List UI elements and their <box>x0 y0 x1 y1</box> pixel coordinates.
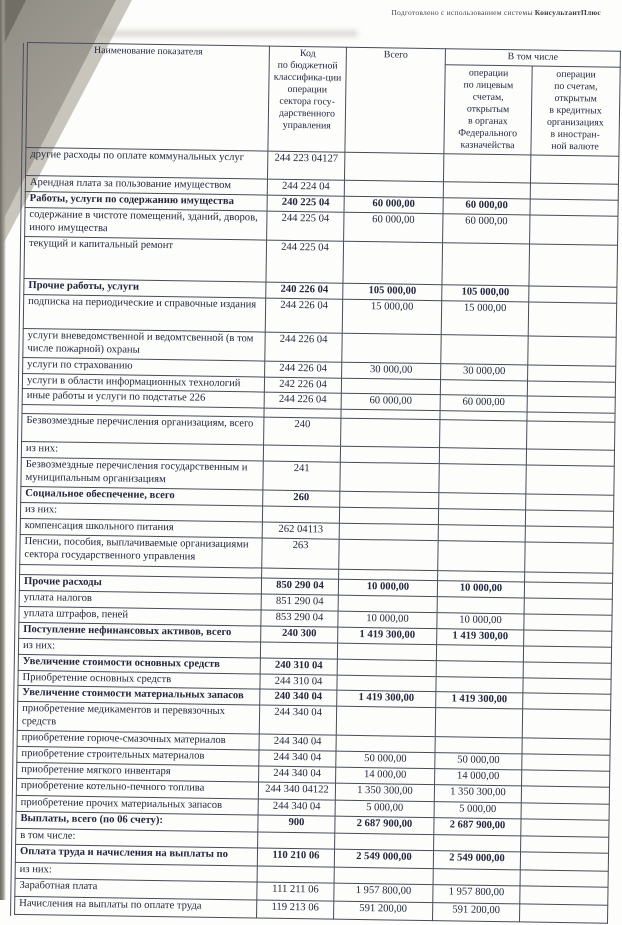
cell-total: 10 000,00 <box>338 611 437 628</box>
cell-foreign-currency <box>525 510 613 527</box>
cell-foreign-currency <box>524 598 612 615</box>
cell-foreign-currency <box>523 693 611 710</box>
cell-name: Работы, услуги по содержанию имущества <box>25 191 267 211</box>
cell-name: уплата налогов <box>19 590 261 610</box>
cell-treasury: 1 419 300,00 <box>436 692 523 709</box>
cell-treasury <box>435 737 522 754</box>
cell-total <box>337 659 436 676</box>
cell-code: 244 340 04122 <box>258 782 335 800</box>
header-name: Наименование показателя <box>26 43 270 152</box>
cell-foreign-currency <box>527 421 615 450</box>
cell-name: Поступление нефинансовых активов, всего <box>19 622 261 642</box>
cell-treasury <box>440 420 527 449</box>
cell-treasury: 60 000,00 <box>440 395 527 412</box>
cell-code: 851 290 04 <box>261 594 338 611</box>
cell-total <box>344 152 443 181</box>
cell-foreign-currency <box>522 754 610 771</box>
cell-name: текущий и капитальный ремонт <box>24 236 267 282</box>
cell-foreign-currency <box>529 244 618 287</box>
cell-foreign-currency <box>520 870 608 887</box>
cell-total <box>340 447 439 464</box>
cell-total <box>337 675 436 692</box>
scan-edge-left <box>0 0 6 900</box>
cell-total: 1 419 300,00 <box>337 691 436 708</box>
cell-code: 240 225 04 <box>267 195 344 212</box>
cell-total <box>337 643 436 660</box>
cell-total <box>336 735 435 752</box>
cell-foreign-currency <box>520 904 608 923</box>
cell-total <box>340 491 439 508</box>
cell-treasury <box>439 448 526 465</box>
cell-foreign-currency <box>526 449 614 466</box>
cell-code <box>260 642 337 659</box>
cell-treasury: 1 419 300,00 <box>437 628 524 645</box>
cell-name: Прочие расходы <box>19 574 261 594</box>
cell-total <box>336 707 435 737</box>
cell-name: компенсация школьного питания <box>20 518 262 538</box>
cell-name: Заработная плата <box>15 878 257 900</box>
cell-code: 260 <box>263 490 340 507</box>
cell-treasury: 591 200,00 <box>433 903 520 922</box>
cell-foreign-currency <box>523 662 611 679</box>
cell-total: 30 000,00 <box>342 362 441 379</box>
cell-total: 2 549 000,00 <box>334 849 433 868</box>
cell-name: приобретение прочих материальных запасов <box>16 796 258 816</box>
cell-treasury <box>443 182 530 199</box>
cell-foreign-currency <box>521 786 609 804</box>
table-body <box>15 147 619 923</box>
cell-name: Социальное обеспечение, всего <box>21 487 263 507</box>
cell-name: из них: <box>20 503 262 523</box>
cell-name: из них: <box>21 442 263 462</box>
cell-code: 244 226 04 <box>265 332 342 362</box>
cell-treasury <box>437 596 524 613</box>
cell-foreign-currency <box>527 396 615 413</box>
cell-foreign-currency <box>527 380 615 397</box>
cell-foreign-currency <box>521 836 609 853</box>
cell-total <box>338 595 437 612</box>
cell-foreign-currency <box>528 302 617 337</box>
cell-name: подписка на периодические и справочные издания <box>23 294 265 332</box>
cell-total: 50 000,00 <box>336 751 435 768</box>
cell-foreign-currency <box>523 646 611 663</box>
cell-name: Пенсии, пособия, выплачиваемые организациями сектора государственного управления <box>20 534 262 568</box>
cell-treasury <box>434 835 521 852</box>
cell-treasury: 1 350 300,00 <box>434 785 521 803</box>
cell-name: Безвозмездные перечисления организациям, всего <box>22 414 264 446</box>
cell-code: 241 <box>263 461 340 491</box>
cell-foreign-currency <box>528 365 616 382</box>
cell-name: иные работы и услуги по подстатье 226 <box>22 389 264 409</box>
cell-treasury: 1 957 800,00 <box>433 885 520 904</box>
cell-treasury <box>440 379 527 396</box>
cell-foreign-currency <box>530 155 618 184</box>
cell-code: 119 213 06 <box>257 900 334 919</box>
cell-treasury <box>433 869 520 886</box>
cell-name: приобретение строительных материалов <box>17 747 259 767</box>
cell-code: 244 310 04 <box>260 674 337 691</box>
cell-treasury: 105 000,00 <box>442 285 529 302</box>
cell-code: 240 300 <box>261 626 338 643</box>
cell-name: приобретение котельно-печного топлива <box>16 779 258 800</box>
cell-foreign-currency <box>528 336 616 366</box>
cell-name: услуги по страхованию <box>23 357 265 377</box>
cell-treasury <box>436 660 523 677</box>
cell-foreign-currency <box>526 494 614 511</box>
cell-treasury: 60 000,00 <box>443 214 530 244</box>
cell-name: Прочие работы, услуги <box>24 278 266 298</box>
cell-total: 60 000,00 <box>344 196 443 213</box>
cell-total <box>335 833 434 850</box>
cell-code: 244 340 04 <box>259 705 336 735</box>
cell-total: 105 000,00 <box>343 283 442 300</box>
cell-foreign-currency <box>530 215 618 245</box>
cell-name: из них: <box>15 863 257 883</box>
consultant-plus-watermark <box>0 8 601 17</box>
cell-foreign-currency <box>521 803 609 820</box>
cell-code: 244 223 04127 <box>267 151 344 180</box>
cell-foreign-currency <box>529 286 617 303</box>
cell-treasury <box>436 676 523 693</box>
cell-name: приобретение медикаментов и перевязочных средств <box>17 702 259 734</box>
cell-code: 240 310 04 <box>260 658 337 675</box>
cell-code: 244 225 04 <box>267 211 344 241</box>
cell-treasury <box>439 493 526 510</box>
cell-name: услуги вневедомственной и ведомтсвенной (в том числе пожарной) охраны <box>23 328 265 360</box>
cell-code: 262 04113 <box>262 522 339 539</box>
cell-foreign-currency <box>522 770 610 787</box>
cell-code: 240 226 04 <box>266 282 343 299</box>
cell-name: в том числе: <box>16 829 258 849</box>
cell-foreign-currency <box>530 199 618 216</box>
cell-code <box>257 866 334 883</box>
cell-treasury: 14 000,00 <box>435 769 522 786</box>
cell-foreign-currency <box>524 582 612 599</box>
cell-total <box>343 241 443 284</box>
cell-total <box>339 523 438 540</box>
header-treasury-accounts: операции по лицевым счетам, открытым в органах Федерального казначейства <box>444 65 532 155</box>
cell-name: Выплаты, всего (по 06 счету): <box>16 812 258 833</box>
cell-total <box>344 180 443 197</box>
cell-code <box>262 506 339 523</box>
cell-foreign-currency <box>523 677 611 694</box>
cell-foreign-currency <box>525 542 613 573</box>
cell-code: 244 226 04 <box>265 361 342 378</box>
cell-total <box>341 419 440 448</box>
cell-foreign-currency <box>525 526 613 543</box>
cell-total: 5 000,00 <box>335 800 434 817</box>
cell-code: 240 340 04 <box>260 689 337 706</box>
cell-name: уплата штрафов, пеней <box>19 606 261 626</box>
header-foreign-currency-accounts: операции по счетам, открытым в кредитных организациях в иностран- ной валюте <box>531 66 620 156</box>
cell-total <box>341 378 440 395</box>
budget-table <box>14 42 621 924</box>
cell-total: 1 957 800,00 <box>334 883 433 902</box>
cell-total <box>339 539 438 570</box>
watermark-brand: КонсультантПлюс <box>534 8 601 17</box>
cell-treasury: 50 000,00 <box>435 753 522 770</box>
cell-name: другие расходы по оплате коммунальных услуг <box>26 147 268 179</box>
cell-code: 244 340 04 <box>259 766 336 783</box>
cell-name: из них: <box>18 638 260 658</box>
cell-treasury <box>438 525 525 542</box>
cell-name: Приобретение основных средств <box>18 670 260 690</box>
cell-name: Оплата труда и начисления на выплаты по <box>15 845 257 867</box>
cell-foreign-currency <box>522 738 610 755</box>
cell-total: 15 000,00 <box>342 299 441 334</box>
cell-treasury: 30 000,00 <box>441 363 528 380</box>
cell-total: 10 000,00 <box>338 579 437 596</box>
cell-code: 242 226 04 <box>264 377 341 394</box>
cell-foreign-currency <box>524 614 612 631</box>
table-header <box>26 43 621 157</box>
cell-code: 240 <box>264 417 341 446</box>
cell-foreign-currency <box>530 183 618 200</box>
cell-name: Арендная плата за пользование имуществом <box>25 175 267 195</box>
cell-code: 244 340 04 <box>259 734 336 751</box>
cell-code: 110 210 06 <box>257 848 334 867</box>
cell-code: 244 225 04 <box>266 240 344 283</box>
cell-name: содержание в чистоте помещений, зданий, дворов, иного имущества <box>25 207 267 240</box>
cell-foreign-currency <box>520 852 608 871</box>
cell-total: 591 200,00 <box>334 901 433 920</box>
cell-total <box>334 867 433 884</box>
cell-code: 244 340 04 <box>259 750 336 767</box>
cell-treasury <box>441 334 528 364</box>
cell-treasury: 2 687 900,00 <box>434 818 521 836</box>
budget-table-container <box>14 42 620 924</box>
cell-treasury <box>443 154 530 183</box>
cell-total: 1 419 300,00 <box>338 627 437 644</box>
scan-smudge <box>96 31 358 36</box>
cell-treasury <box>442 243 530 286</box>
cell-code: 244 226 04 <box>264 393 341 410</box>
header-code: Код по бюджетной классифика-ции операции сектора госу- дарственного управления <box>268 46 347 152</box>
cell-code: 263 <box>262 538 339 569</box>
cell-code <box>258 832 335 849</box>
cell-treasury: 60 000,00 <box>443 198 530 215</box>
cell-treasury <box>439 464 526 494</box>
cell-name: приобретение горюче-смазочных материалов <box>17 731 259 751</box>
cell-treasury: 10 000,00 <box>437 581 524 598</box>
cell-code: 853 290 04 <box>261 610 338 627</box>
cell-name: Безвозмездные перечисления государственным и муниципальным организациям <box>21 458 263 490</box>
cell-code: 850 290 04 <box>261 578 338 595</box>
cell-foreign-currency <box>524 630 612 647</box>
cell-treasury: 15 000,00 <box>441 300 528 335</box>
cell-name: услуги в области информационных технологий <box>22 373 264 393</box>
cell-treasury: 2 549 000,00 <box>433 851 520 870</box>
cell-name: Начисления на выплаты по оплате труда <box>15 896 257 918</box>
cell-treasury <box>438 541 525 572</box>
cell-name: приобретение мягкого инвентаря <box>17 763 259 783</box>
cell-total: 1 350 300,00 <box>335 783 434 801</box>
cell-code: 900 <box>258 815 335 833</box>
cell-total: 60 000,00 <box>341 394 440 411</box>
watermark-text: Подготовлено с использованием системы <box>391 8 535 17</box>
cell-total: 14 000,00 <box>336 767 435 784</box>
cell-total <box>339 507 438 524</box>
header-total: Всего <box>345 47 446 153</box>
cell-total <box>342 333 441 363</box>
cell-foreign-currency <box>520 886 608 905</box>
cell-treasury <box>435 708 522 738</box>
cell-foreign-currency <box>522 709 610 739</box>
cell-foreign-currency <box>521 819 609 837</box>
cell-code: 111 211 06 <box>257 882 334 901</box>
cell-total: 60 000,00 <box>344 212 443 242</box>
cell-total <box>340 462 439 492</box>
cell-name: Увеличение стоимости основных средств <box>18 654 260 674</box>
cell-treasury: 5 000,00 <box>434 802 521 819</box>
cell-treasury: 10 000,00 <box>437 612 524 629</box>
cell-treasury <box>438 509 525 526</box>
cell-name: Увеличение стоимости материальных запасов <box>18 686 260 706</box>
cell-treasury <box>436 644 523 661</box>
cell-foreign-currency <box>526 465 614 495</box>
header-including: В том числе <box>445 49 620 68</box>
cell-code: 244 340 04 <box>258 799 335 816</box>
cell-code: 244 226 04 <box>265 298 342 333</box>
cell-code <box>263 445 340 462</box>
cell-code: 244 224 04 <box>267 179 344 196</box>
cell-total: 2 687 900,00 <box>335 816 434 834</box>
